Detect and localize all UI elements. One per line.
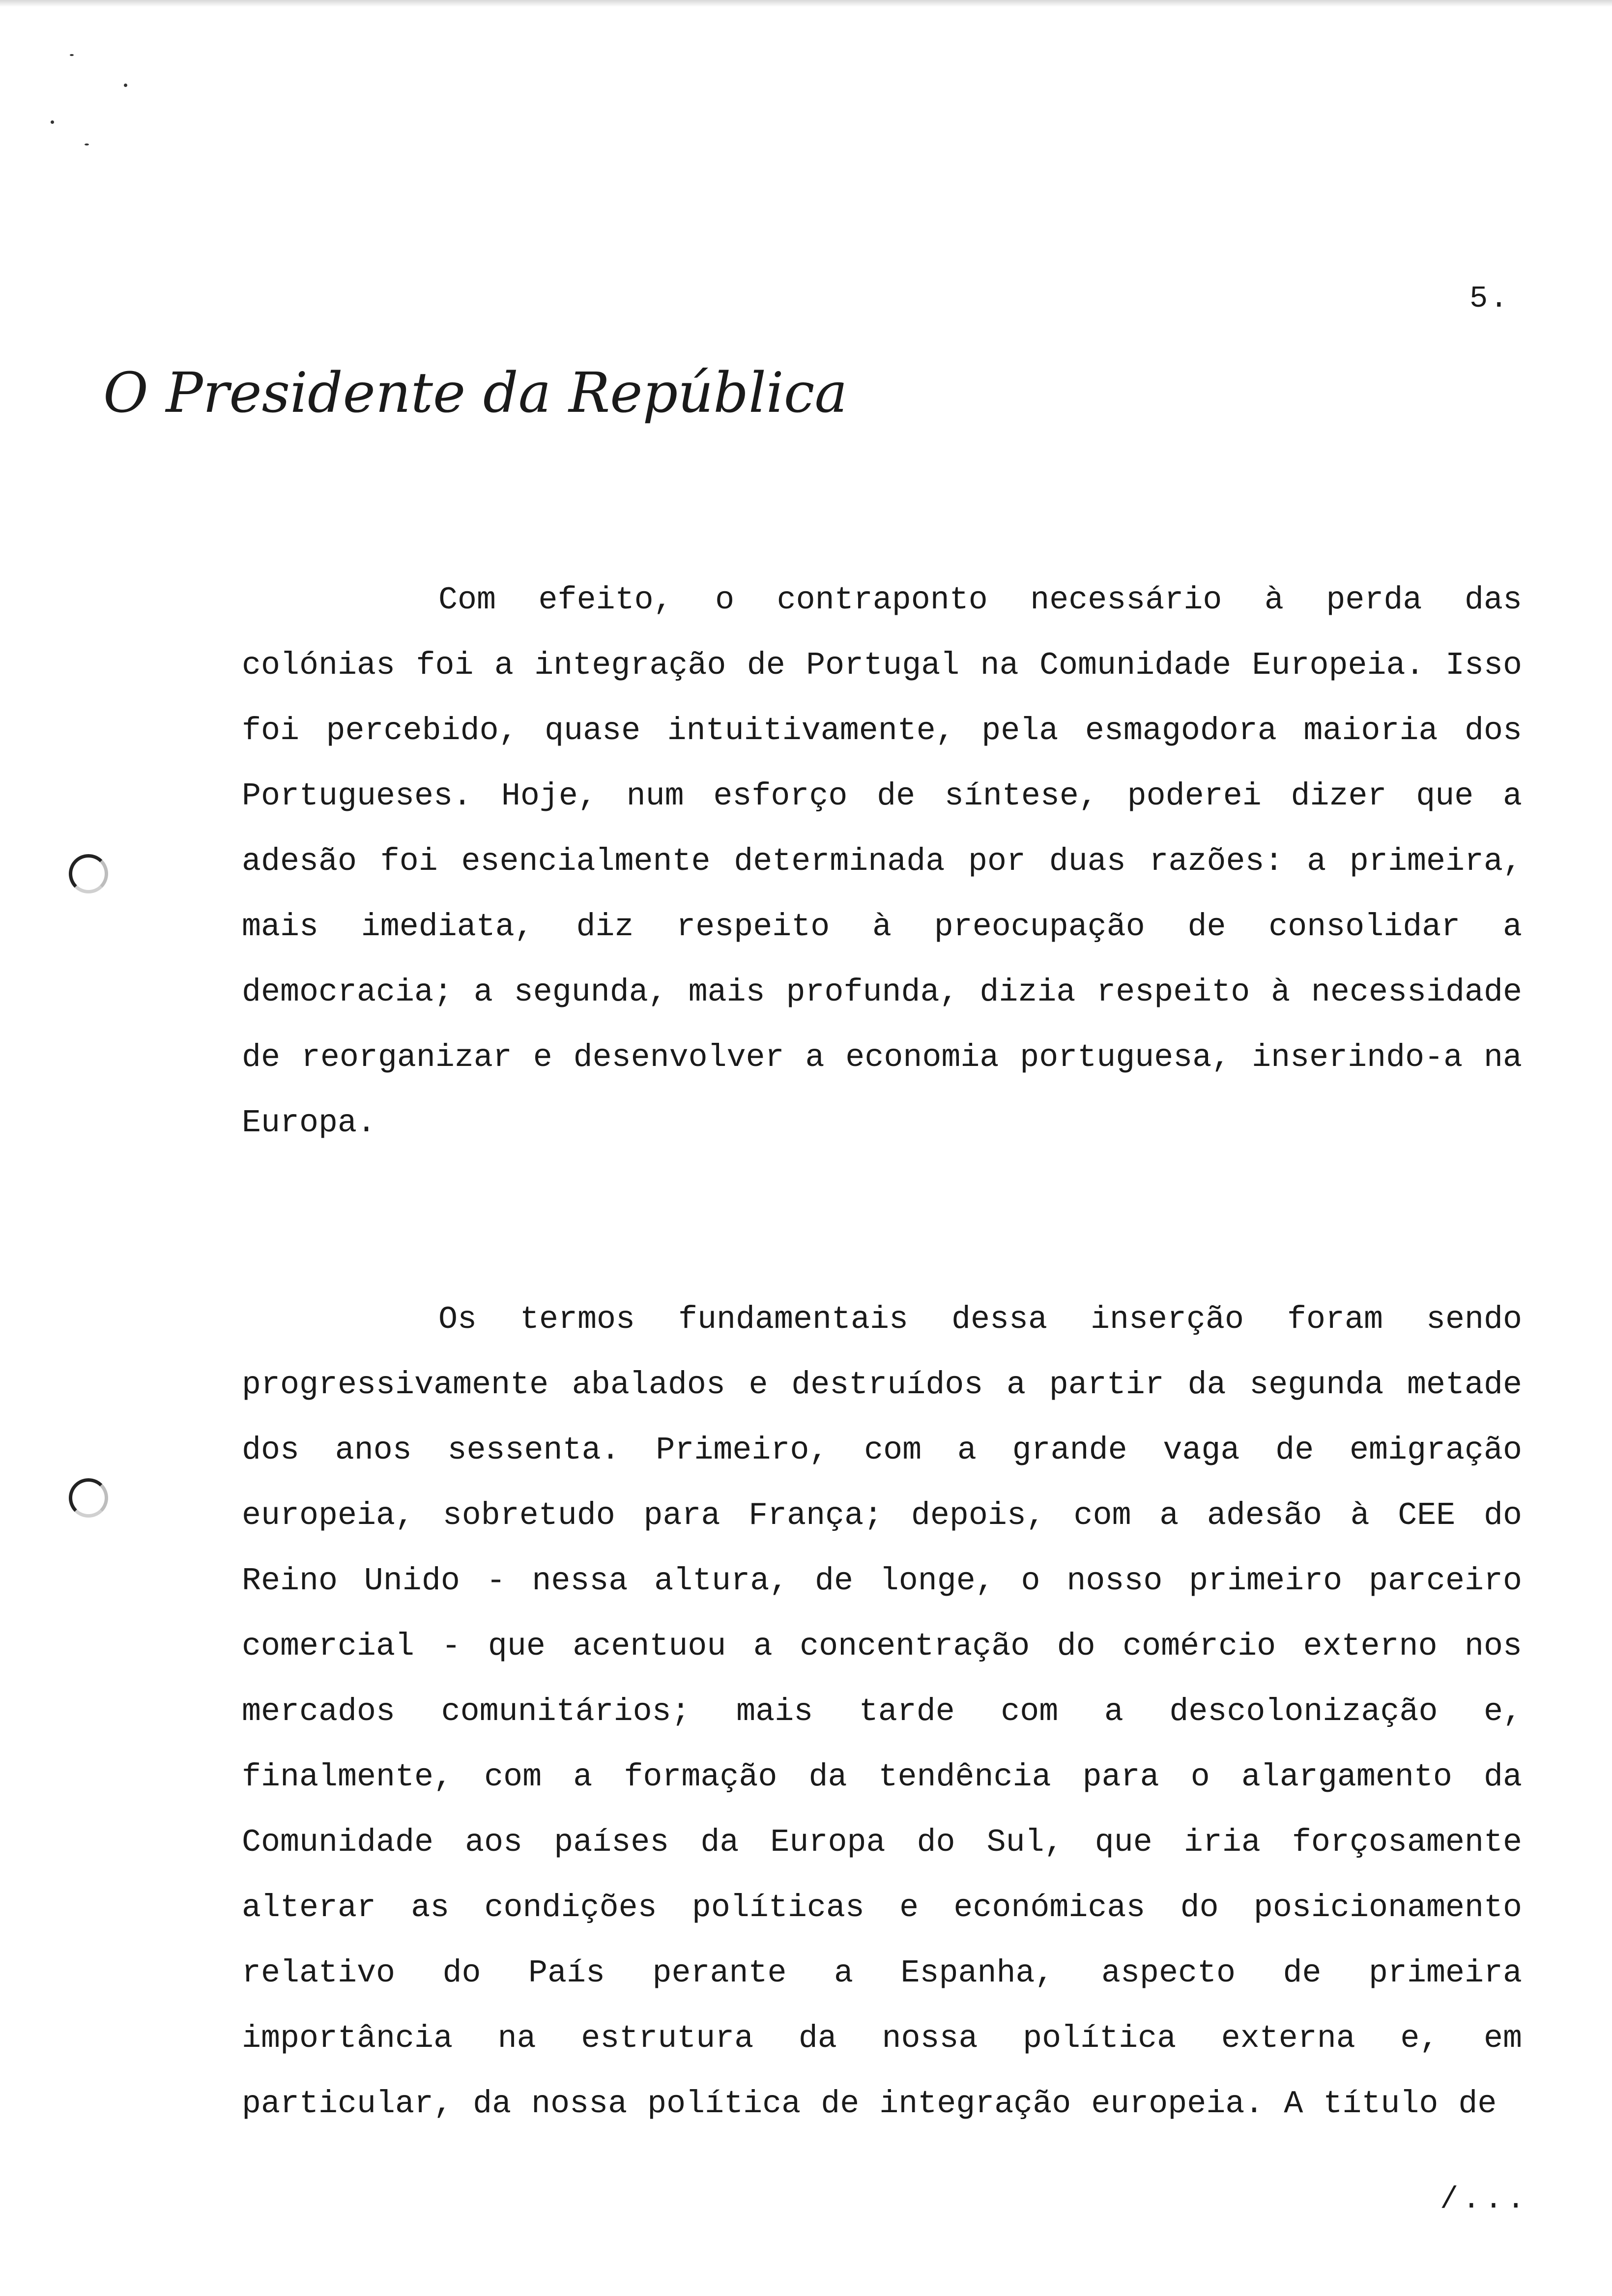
punch-hole-top xyxy=(69,854,108,893)
page-number: 5. xyxy=(1469,281,1510,316)
letterhead-script-logo xyxy=(98,344,848,442)
paragraph-2: Os termos fundamentais dessa inserção foram sendo progressivamente abalados e destruídos a partir da segunda metade dos anos sessenta. Primeiro, com a grande vaga de emigração europeia, sobretudo para França; depois, com a adesão à CEE do Reino Unido - nessa altura, de longe, o nosso primeiro parceiro comercial - que acentuou a concentração do comércio externo nos mercados comunitários; mais tarde com a descolonização e, finalmente, com a formação da tendência para o alargamento da Comunidade aos países da Europa do Sul, que iria forçosamente alterar as condições políticas e económicas do posicionamento relativo do País perante a Espanha, aspecto de primeira importância na estrutura da nossa política externa e, em particular, da nossa política de integração europeia. A título de xyxy=(242,1301,1522,2122)
scan-speck xyxy=(85,144,89,145)
scan-top-edge xyxy=(0,0,1612,7)
letterhead-text: O Presidente da República xyxy=(103,361,848,425)
scan-speck xyxy=(70,54,74,56)
paragraph-1: Com efeito, o contraponto necessário à perda das colónias foi a integração de Portugal na Comunidade Europeia. Isso foi percebido, quase intuitivamente, pela esmagodora maioria dos Portugueses. Hoje, num esforço de síntese, poderei dizer que a adesão foi esencialmente determinada por duas razões: a primeira, mais imediata, diz respeito à preocupação de consolidar a democracia; a segunda, mais profunda, dizia respeito à necessidade de reorganizar e desenvolver a economia portuguesa, inserindo-a na Europa. xyxy=(242,582,1522,1141)
punch-hole-bottom xyxy=(69,1478,108,1518)
continuation-mark: /... xyxy=(1440,2182,1529,2217)
scan-speck xyxy=(51,120,54,124)
scan-speck xyxy=(124,84,127,87)
letterhead xyxy=(98,344,848,442)
letter-body xyxy=(242,568,1522,2268)
